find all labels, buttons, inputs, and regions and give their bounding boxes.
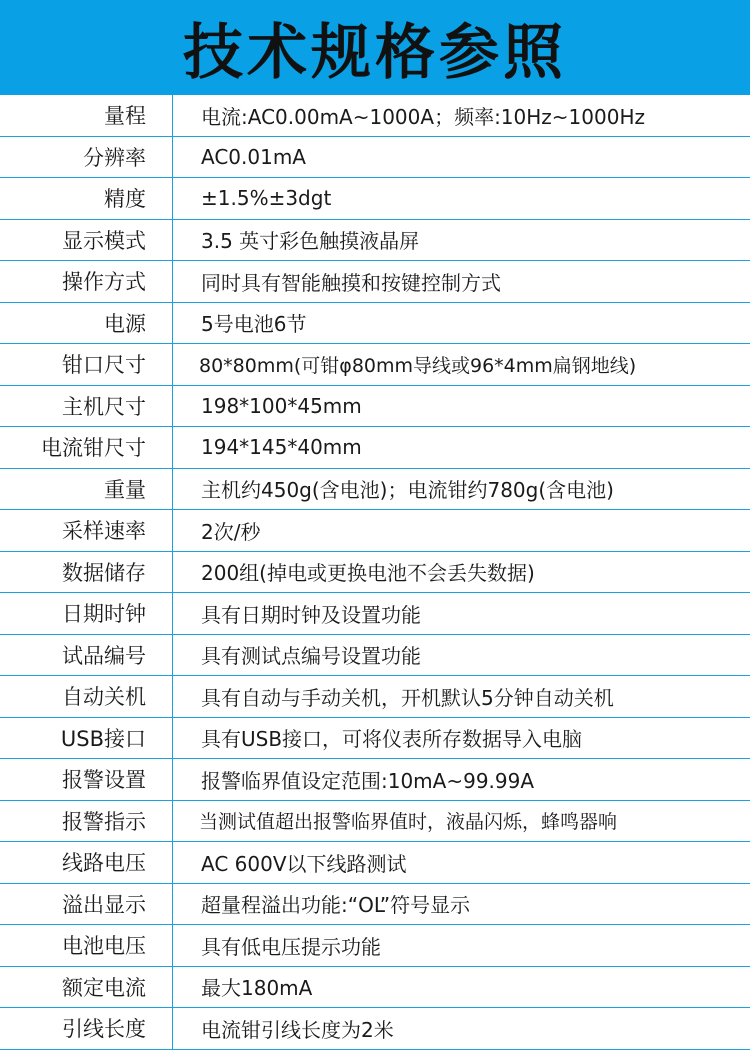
- spec-value: 具有日期时钟及设置功能: [201, 602, 421, 627]
- spec-value: 198*100*45mm: [201, 393, 362, 418]
- spec-label: 重量: [0, 469, 173, 510]
- spec-label: 自动关机: [0, 676, 173, 717]
- spec-row-data-storage: [0, 552, 750, 594]
- spec-row-accuracy: [0, 178, 750, 220]
- spec-value: 当测试值超出报警临界值时，液晶闪烁，蜂鸣器响: [199, 811, 618, 834]
- spec-value: 200组(掉电或更换电池不会丢失数据): [201, 561, 535, 586]
- spec-row-date-clock: [0, 593, 750, 635]
- spec-row-rated-current: [0, 967, 750, 1009]
- spec-row-overflow: [0, 884, 750, 926]
- spec-row-range: [0, 95, 750, 137]
- spec-label: 电源: [0, 303, 173, 344]
- page-title: 技术规格参照: [183, 17, 567, 88]
- spec-label: 报警设置: [0, 759, 173, 800]
- spec-label: 数据储存: [0, 552, 173, 593]
- spec-value: 具有USB接口，可将仪表所存数据导入电脑: [201, 727, 583, 752]
- spec-row-operation: [0, 261, 750, 303]
- spec-label: 钳口尺寸: [0, 344, 173, 385]
- spec-row-display-mode: [0, 220, 750, 262]
- spec-row-auto-off: [0, 676, 750, 718]
- spec-value: AC 600V以下线路测试: [201, 851, 407, 876]
- spec-value: 具有自动与手动关机，开机默认5分钟自动关机: [201, 685, 614, 710]
- spec-label: 线路电压: [0, 842, 173, 883]
- spec-label: 报警指示: [0, 801, 173, 842]
- spec-row-sampling-rate: [0, 510, 750, 552]
- spec-row-alarm-indication: [0, 801, 750, 843]
- spec-row-sample-number: [0, 635, 750, 677]
- spec-value: 3.5 英寸彩色触摸液晶屏: [201, 229, 420, 254]
- spec-row-line-voltage: [0, 842, 750, 884]
- spec-label: 溢出显示: [0, 884, 173, 925]
- spec-value: AC0.01mA: [201, 144, 306, 169]
- spec-value: 主机约450g(含电池)；电流钳约780g(含电池): [201, 478, 614, 503]
- spec-label: 电流钳尺寸: [0, 427, 173, 468]
- spec-row-main-unit-size: [0, 386, 750, 428]
- spec-label: 分辨率: [0, 137, 173, 178]
- spec-label: 量程: [0, 95, 173, 136]
- spec-value: ±1.5%±3dgt: [201, 186, 332, 211]
- spec-row-battery-voltage: [0, 925, 750, 967]
- spec-label: 主机尺寸: [0, 386, 173, 427]
- spec-value: 电流钳引线长度为2米: [201, 1017, 394, 1042]
- spec-value: 超量程溢出功能:“OL”符号显示: [201, 893, 471, 918]
- spec-value: 电流:AC0.00mA~1000A；频率:10Hz~1000Hz: [201, 104, 645, 129]
- spec-row-weight: [0, 469, 750, 511]
- spec-value: 2次/秒: [201, 519, 261, 544]
- spec-value: 194*145*40mm: [201, 435, 362, 460]
- spec-row-usb: [0, 718, 750, 760]
- spec-value: 5号电池6节: [201, 312, 307, 337]
- spec-label: 日期时钟: [0, 593, 173, 634]
- spec-label: USB接口: [0, 718, 173, 759]
- spec-value: 具有测试点编号设置功能: [201, 644, 421, 669]
- spec-label: 采样速率: [0, 510, 173, 551]
- spec-row-lead-length: [0, 1008, 750, 1050]
- spec-label: 额定电流: [0, 967, 173, 1008]
- spec-row-clamp-size: [0, 427, 750, 469]
- spec-label: 操作方式: [0, 261, 173, 302]
- header-banner: [0, 0, 750, 95]
- spec-value: 同时具有智能触摸和按键控制方式: [201, 270, 501, 295]
- spec-value: 具有低电压提示功能: [201, 934, 381, 959]
- spec-row-jaw-size: [0, 344, 750, 386]
- spec-label: 显示模式: [0, 220, 173, 261]
- spec-row-power: [0, 303, 750, 345]
- spec-row-alarm-setting: [0, 759, 750, 801]
- spec-row-resolution: [0, 137, 750, 179]
- spec-label: 电池电压: [0, 925, 173, 966]
- spec-table: [0, 95, 750, 1050]
- spec-label: 试品编号: [0, 635, 173, 676]
- spec-value: 最大180mA: [201, 976, 313, 1001]
- spec-value: 80*80mm(可钳φ80mm导线或96*4mm扁钢地线): [199, 354, 637, 377]
- spec-value: 报警临界值设定范围:10mA~99.99A: [201, 768, 535, 793]
- spec-label: 精度: [0, 178, 173, 219]
- spec-label: 引线长度: [0, 1008, 173, 1049]
